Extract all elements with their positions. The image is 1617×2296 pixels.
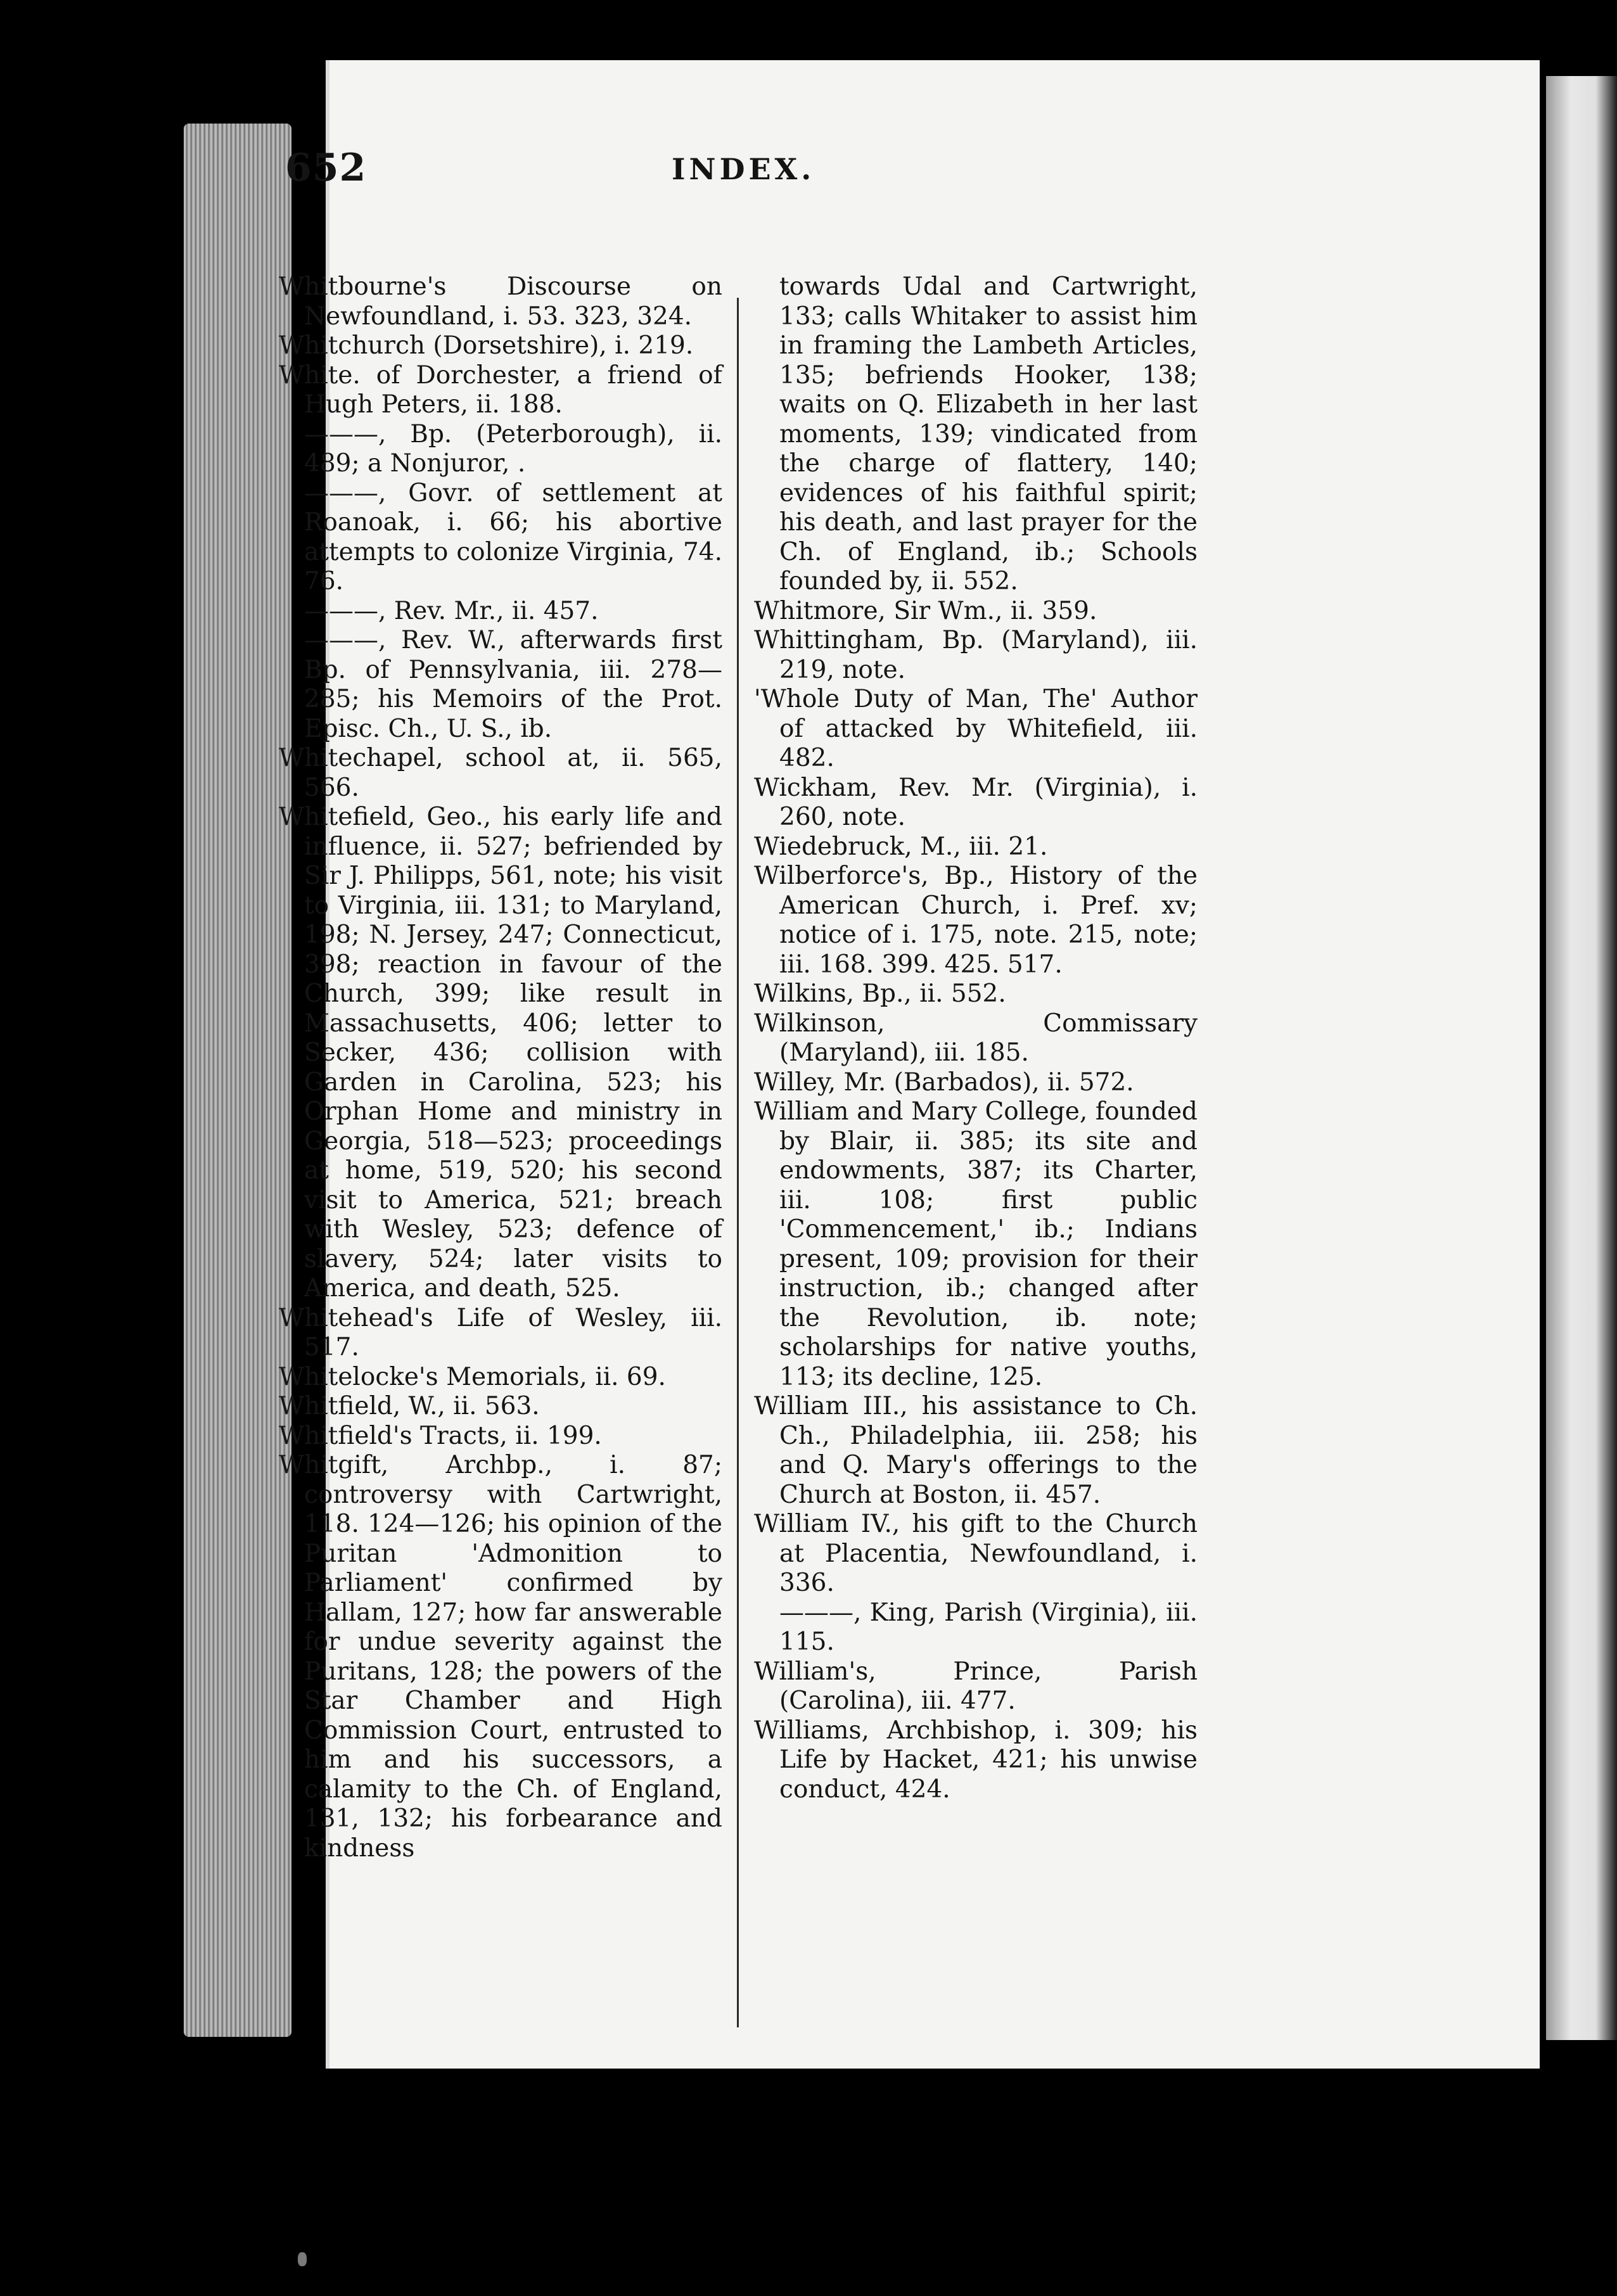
index-entry: Whitfield's Tracts, ii. 199. xyxy=(279,1421,602,1450)
index-entry: Whittingham, Bp. (Maryland), iii. 219, note. xyxy=(754,626,1198,684)
index-entry: Whitechapel, school at, ii. 565, 566. xyxy=(279,744,722,802)
index-entry: ———, King, Parish (Virginia), iii. 115. xyxy=(779,1598,1198,1656)
column-divider xyxy=(737,298,739,2027)
index-entry: 'Whole Duty of Man, The' Author of attacked by Whitefield, iii. 482. xyxy=(754,685,1198,772)
index-entry: William IV., his gift to the Church at Placentia, Newfoundland, i. 336. xyxy=(754,1510,1198,1597)
index-entry: Wiedebruck, M., iii. 21. xyxy=(754,832,1048,861)
index-entry: Whitbourne's Discourse on Newfoundland, i. 53. 323, 324. xyxy=(279,272,722,331)
index-entry: ———, Rev. Mr., ii. 457. xyxy=(304,596,599,625)
index-entry: Willey, Mr. (Barbados), ii. 572. xyxy=(754,1068,1134,1097)
index-entry: Whitgift, Archbp., i. 87; controversy with Cartwright, 118. 124—126; his opinion of the Puritan 'Admonition to Parliament' confirmed by Hallam, 127; how far answerable for undue severity against the Puritans, 128; the powers of the Star Chamber and High Commission Court, entrusted to him and his successors, a calamity to the Ch. of England, 131, 132; his forbearance and kindness xyxy=(279,1451,722,1863)
index-entry: William's, Prince, Parish (Carolina), iii. 477. xyxy=(754,1657,1198,1715)
index-column-left xyxy=(279,272,722,1863)
page-number: 652 xyxy=(285,146,367,190)
index-entry: Whitfield, W., ii. 563. xyxy=(279,1392,540,1420)
index-entry: Whitelocke's Memorials, ii. 69. xyxy=(279,1362,666,1391)
index-column-right xyxy=(754,272,1198,1804)
index-entry: Whitmore, Sir Wm., ii. 359. xyxy=(754,596,1097,625)
index-entry: Wilkinson, Commissary (Maryland), iii. 185. xyxy=(754,1009,1198,1067)
index-entry: White. of Dorchester, a friend of Hugh Peters, ii. 188. xyxy=(279,360,722,419)
scan-speck xyxy=(298,2252,307,2266)
book-page-edges xyxy=(184,124,291,2037)
index-entry: Whitehead's Life of Wesley, iii. 517. xyxy=(279,1303,722,1362)
running-head: INDEX. xyxy=(672,152,815,186)
index-entry: Wilkins, Bp., ii. 552. xyxy=(754,979,1006,1008)
index-entry: Williams, Archbishop, i. 309; his Life by Hacket, 421; his unwise conduct, 424. xyxy=(754,1716,1198,1804)
index-entry: ———, Govr. of settlement at Roanoak, i. 66; his abortive attempts to colonize Virginia, 74. 76. xyxy=(304,478,722,596)
index-entry: Whitchurch (Dorsetshire), i. 219. xyxy=(279,331,694,360)
index-entry: Whitefield, Geo., his early life and influence, ii. 527; befriended by Sir J. Philipps, 561, note; his visit to Virginia, iii. 131; to Maryland, 198; N. Jersey, 247; Connecticut, 398; reaction in favour of the Church, 399; like result in Massachusetts, 406; letter to Secker, 436; collision with Garden in Carolina, 523; his Orphan Home and ministry in Georgia, 518—523; proceedings at home, 519, 520; his second visit to America, 521; breach with Wesley, 523; defence of slavery, 524; later visits to America, and death, 525. xyxy=(279,803,722,1303)
index-entry: Wilberforce's, Bp., History of the American Church, i. Pref. xv; notice of i. 175, note. 215, note; iii. 168. 399. 425. 517. xyxy=(754,862,1198,979)
index-entry: ———, Bp. (Peterborough), ii. 489; a Nonjuror, . xyxy=(304,419,722,478)
index-entry: ———, Rev. W., afterwards first Bp. of Pennsylvania, iii. 278—285; his Memoirs of the Prot. Episc. Ch., U. S., ib. xyxy=(304,626,722,743)
index-entry-continued: towards Udal and Cartwright, 133; calls Whitaker to assist him in framing the Lambeth Articles, 135; befriends Hooker, 138; waits on Q. Elizabeth in her last moments, 139; vindicated from the charge of flattery, 140; evidences of his faithful spirit; his death, and last prayer for the Ch. of England, ib.; Schools founded by, ii. 552. xyxy=(779,272,1198,596)
index-entry: William III., his assistance to Ch. Ch., Philadelphia, iii. 258; his and Q. Mary's offerings to the Church at Boston, ii. 457. xyxy=(754,1392,1198,1509)
index-entry: William and Mary College, founded by Blair, ii. 385; its site and endowments, 387; its Charter, iii. 108; first public 'Commencement,' ib.; Indians present, 109; provision for their instruction, ib.; changed after the Revolution, ib. note; scholarships for native youths, 113; its decline, 125. xyxy=(754,1097,1198,1391)
book-binding-edge xyxy=(1546,76,1617,2040)
index-entry: Wickham, Rev. Mr. (Virginia), i. 260, note. xyxy=(754,773,1198,831)
